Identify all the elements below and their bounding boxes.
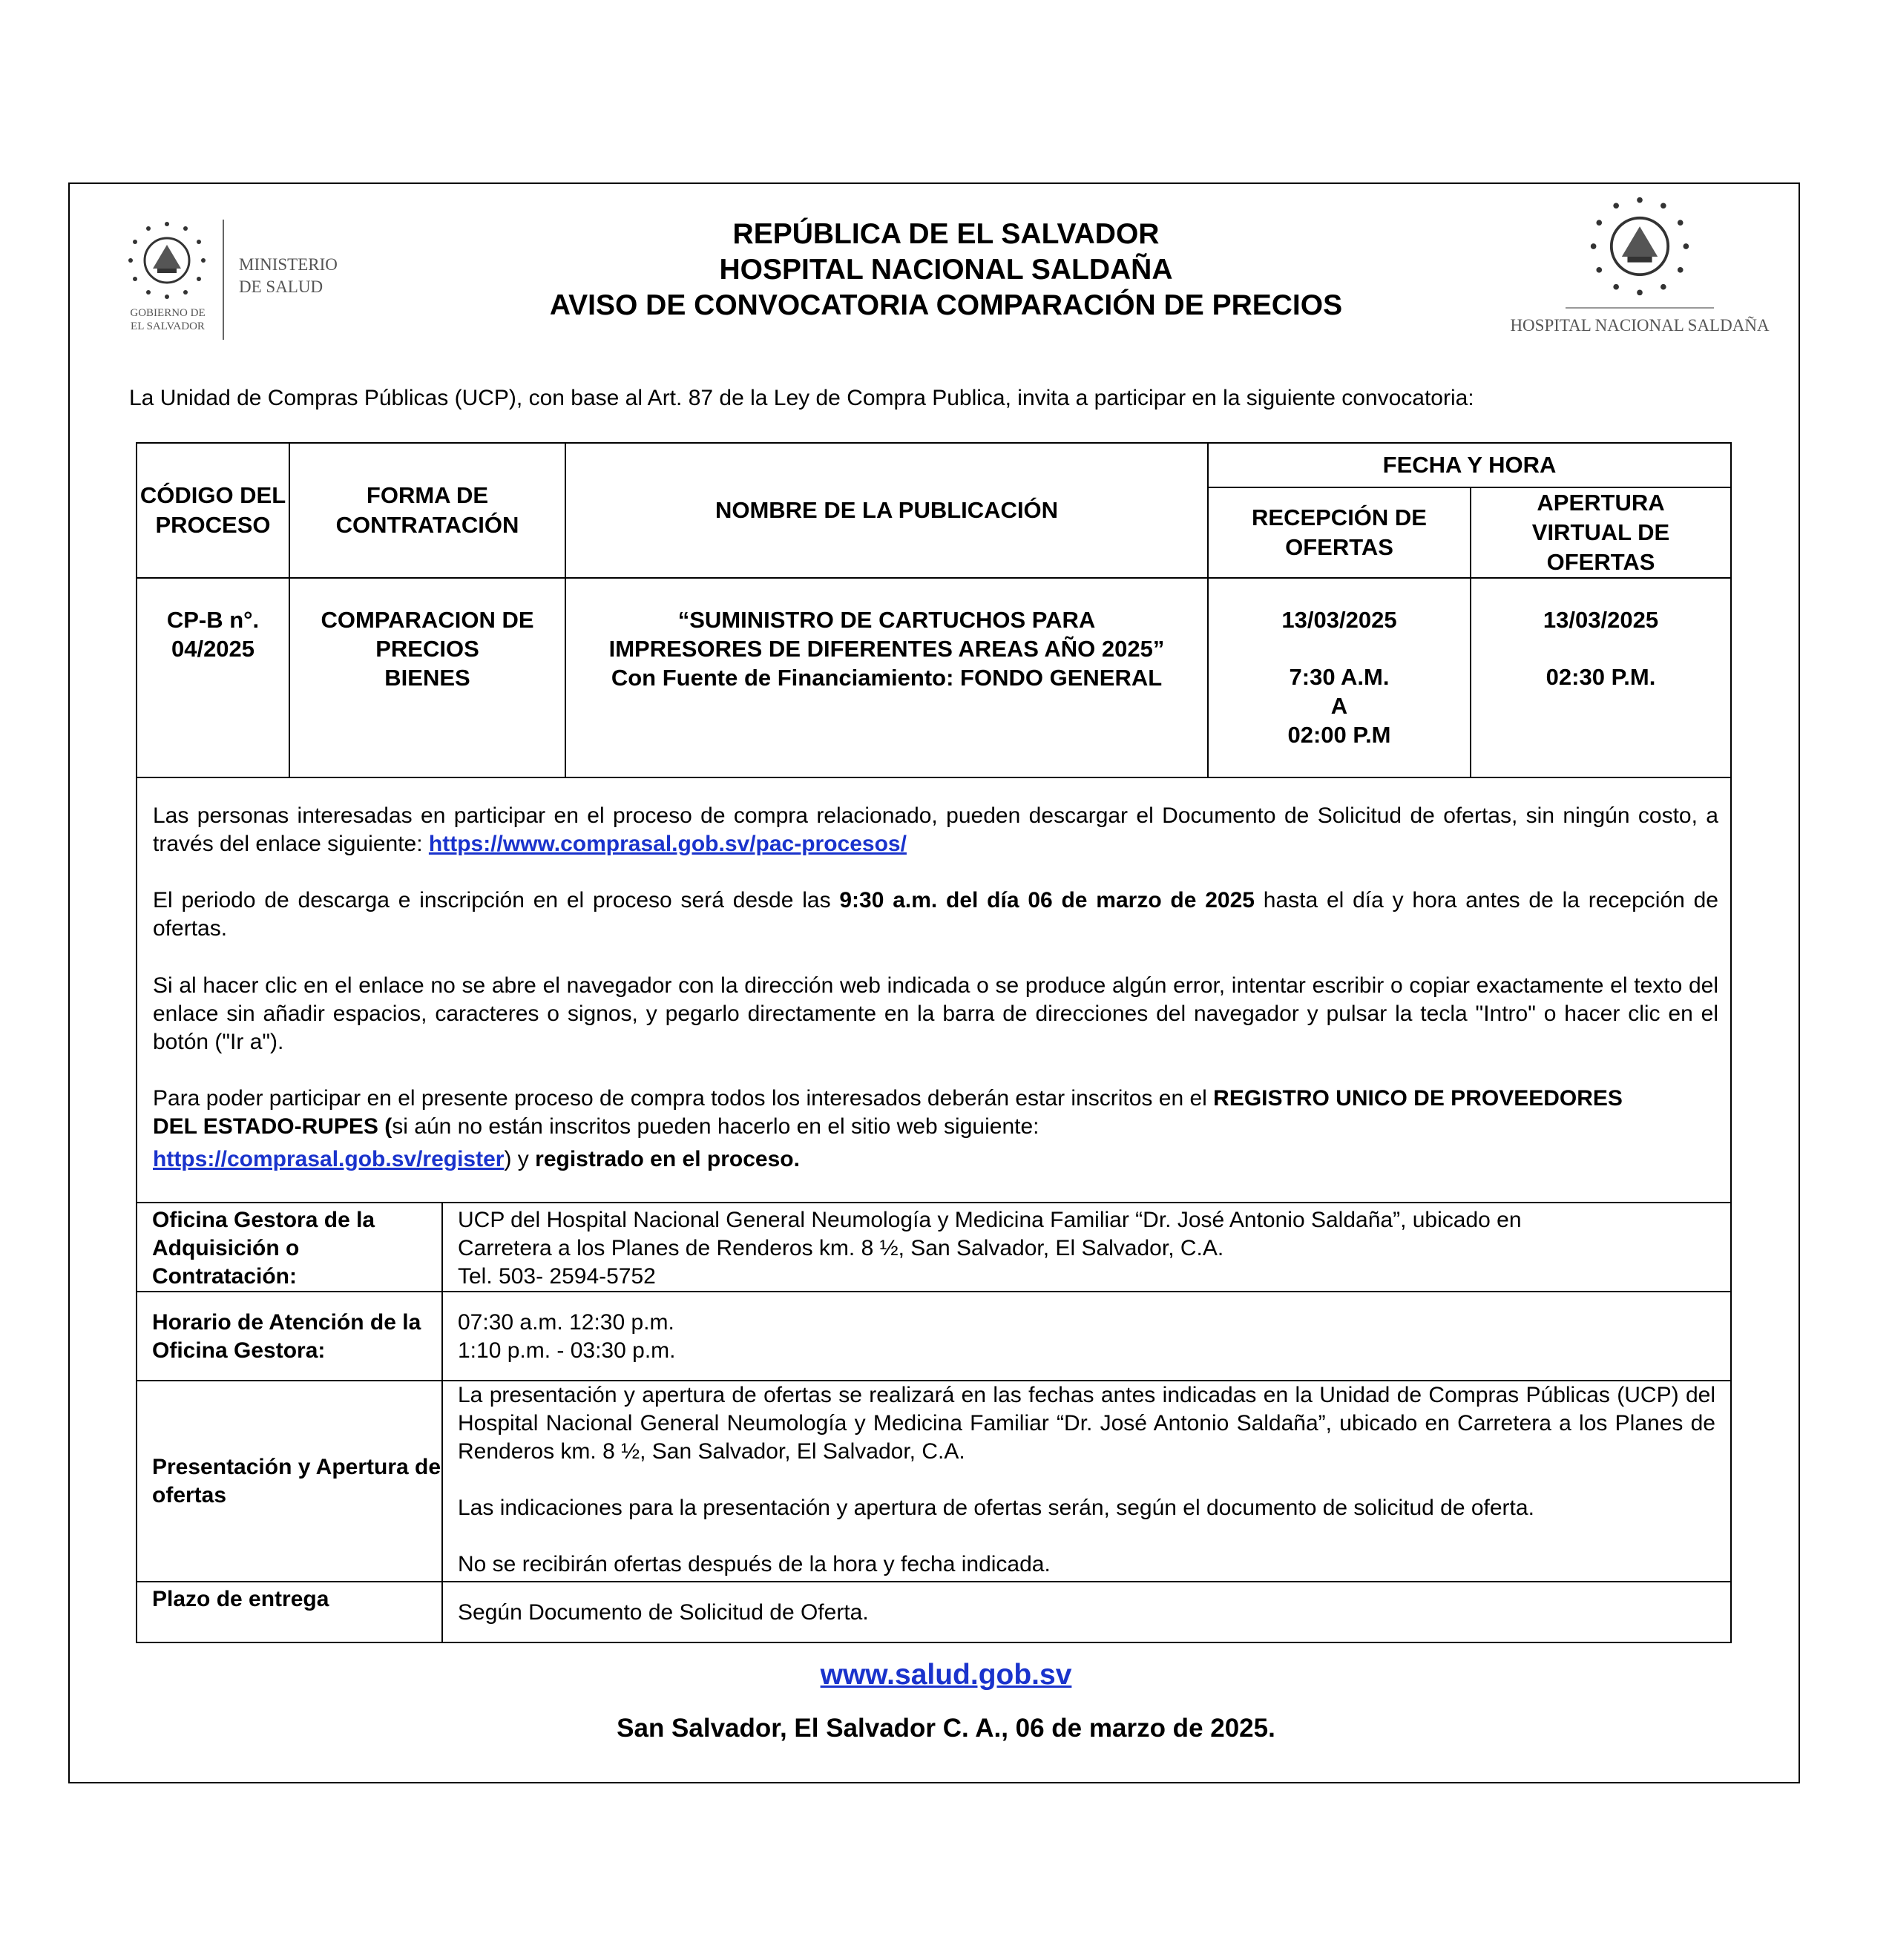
register-link-paren: ) [504, 1147, 512, 1171]
horario-line-1: 07:30 a.m. 12:30 p.m. [458, 1310, 674, 1335]
comprasal-procesos-link[interactable]: https://www.comprasal.gob.sv/pac-procesos/ [428, 832, 907, 856]
process-table [136, 442, 1732, 778]
cell-apertura [1471, 578, 1731, 777]
rupes-mid: si aún no están inscritos pueden hacerlo en el sitio web siguiente: [392, 1114, 1039, 1139]
hospital-logo-caption: HOSPITAL NACIONAL SALDAÑA [1510, 316, 1770, 335]
nombre-line-3: Con Fuente de Financiamiento: FONDO GENERAL [611, 665, 1163, 691]
rupes-y: y [517, 1147, 529, 1171]
oficina-label: Oficina Gestora de la Adquisición o Contratación: [137, 1203, 442, 1292]
codigo-line-1: CP-B n°. [166, 607, 260, 633]
ministerio-text-2: DE SALUD [239, 277, 323, 296]
footer-link-wrap [0, 1659, 1892, 1691]
paragraph-periodo [153, 887, 1718, 943]
title-republica: REPÚBLICA DE EL SALVADOR [732, 218, 1160, 250]
comprasal-register-link[interactable]: https://comprasal.gob.sv/register [153, 1147, 505, 1171]
header-apertura: APERTURA VIRTUAL DE OFERTAS [1471, 487, 1731, 578]
descarga-text: Las personas interesadas en participar en el proceso de compra relacionado, pueden descargar el Documento de Solicitud de ofertas, sin ningún costo, a través del enlace siguiente: [153, 803, 1718, 856]
periodo-fecha: 9:30 a.m. del día 06 de marzo de 2025 [839, 888, 1255, 912]
paragraph-descarga [153, 802, 1718, 858]
presentacion-p3: No se recibirán ofertas después de la hora y fecha indicada. [458, 1552, 1051, 1576]
footer-place-date: San Salvador, El Salvador C. A., 06 de marzo de 2025. [617, 1714, 1275, 1743]
paragraph-rupes [153, 1085, 1637, 1174]
intro-text: La Unidad de Compras Públicas (UCP), con base al Art. 87 de la Ley de Compra Publica, invita a participar en la siguiente convocatoria: [129, 386, 1474, 410]
salud-website-link[interactable]: www.salud.gob.sv [820, 1659, 1072, 1691]
oficina-line-2: Carretera a los Planes de Renderos km. 8 ½, San Salvador, El Salvador, C.A. [458, 1236, 1224, 1260]
plazo-label: Plazo de entrega [137, 1582, 442, 1642]
oficina-line-1: UCP del Hospital Nacional General Neumología y Medicina Familiar “Dr. José Antonio Saldaña”, ubicado en [458, 1208, 1522, 1232]
header-forma: FORMA DE CONTRATACIÓN [289, 443, 565, 578]
cell-forma [289, 578, 565, 777]
rupes-pre: Para poder participar en el presente proceso de compra todos los interesados deberán estar inscritos en el [153, 1086, 1207, 1111]
apertura-hora: 02:30 P.M. [1546, 664, 1656, 690]
cell-codigo [137, 578, 289, 777]
presentacion-value [442, 1381, 1731, 1582]
paragraph-enlace-ayuda: Si al hacer clic en el enlace no se abre el navegador con la dirección web indicada o se produce algún error, intentar escribir o copiar exactamente el texto del enlace sin añadir espacios, caracteres o signos, y pegarlo directamente en la barra de direcciones del navegador y pulsar la tecla "Intro" o hacer clic en el botón ("Ir a"). [153, 973, 1718, 1054]
presentacion-label: Presentación y Apertura de ofertas [137, 1381, 442, 1582]
presentacion-p1: La presentación y apertura de ofertas se realizará en las fechas antes indicadas en la Unidad de Compras Públicas (UCP) del Hospital Nacional General Neumología y Medicina Familiar “Dr. José Antonio Saldaña”, ubicado en Carretera a los Planes de Renderos km. 8 ½, San Salvador, El Salvador, C.A. [458, 1383, 1715, 1464]
forma-line-3: BIENES [384, 665, 470, 691]
periodo-post: hasta el día y hora antes de la recepción de ofertas. [153, 888, 1718, 941]
rupes-registro: REGISTRO UNICO DE PROVEEDORES DEL ESTADO-RUPES ( [153, 1086, 1623, 1139]
cell-nombre [565, 578, 1208, 777]
recepcion-a: A [1330, 693, 1348, 719]
horario-label: Horario de Atención de la Oficina Gestora: [137, 1292, 442, 1381]
header-fecha-hora: FECHA Y HORA [1208, 443, 1731, 487]
apertura-fecha: 13/03/2025 [1543, 607, 1659, 633]
oficina-line-3: Tel. 503- 2594-5752 [458, 1264, 656, 1289]
horario-line-2: 1:10 p.m. - 03:30 p.m. [458, 1338, 676, 1363]
plazo-value: Según Documento de Solicitud de Oferta. [442, 1582, 1731, 1642]
recepcion-desde: 7:30 A.M. [1289, 664, 1390, 690]
title-aviso: AVISO DE CONVOCATORIA COMPARACIÓN DE PRECIOS [549, 289, 1343, 321]
recepcion-hasta: 02:00 P.M [1287, 722, 1391, 748]
gobierno-text-2: EL SALVADOR [131, 320, 205, 332]
horario-value [442, 1292, 1731, 1381]
forma-line-2: PRECIOS [375, 636, 479, 662]
rupes-registrado: registrado en el proceso. [535, 1147, 800, 1171]
recepcion-fecha: 13/03/2025 [1281, 607, 1397, 633]
forma-line-1: COMPARACION DE [321, 607, 534, 633]
periodo-pre: El periodo de descarga e inscripción en el proceso será desde las [153, 888, 831, 912]
nombre-line-1: “SUMINISTRO DE CARTUCHOS PARA [677, 607, 1096, 633]
presentacion-p2: Las indicaciones para la presentación y apertura de ofertas serán, según el documento de solicitud de oferta. [458, 1496, 1534, 1520]
cell-recepcion [1208, 578, 1471, 777]
codigo-line-2: 04/2025 [171, 636, 255, 662]
ministerio-text-1: MINISTERIO [239, 255, 338, 274]
nombre-line-2: IMPRESORES DE DIFERENTES AREAS AÑO 2025” [608, 636, 1165, 662]
title-hospital: HOSPITAL NACIONAL SALDAÑA [719, 254, 1173, 286]
oficina-value [442, 1203, 1731, 1292]
info-table [136, 1202, 1732, 1643]
header-codigo: CÓDIGO DEL PROCESO [137, 443, 289, 578]
header-nombre: NOMBRE DE LA PUBLICACIÓN [565, 443, 1208, 578]
header-recepcion: RECEPCIÓN DE OFERTAS [1208, 487, 1471, 578]
gobierno-text-1: GOBIERNO DE [130, 307, 206, 319]
